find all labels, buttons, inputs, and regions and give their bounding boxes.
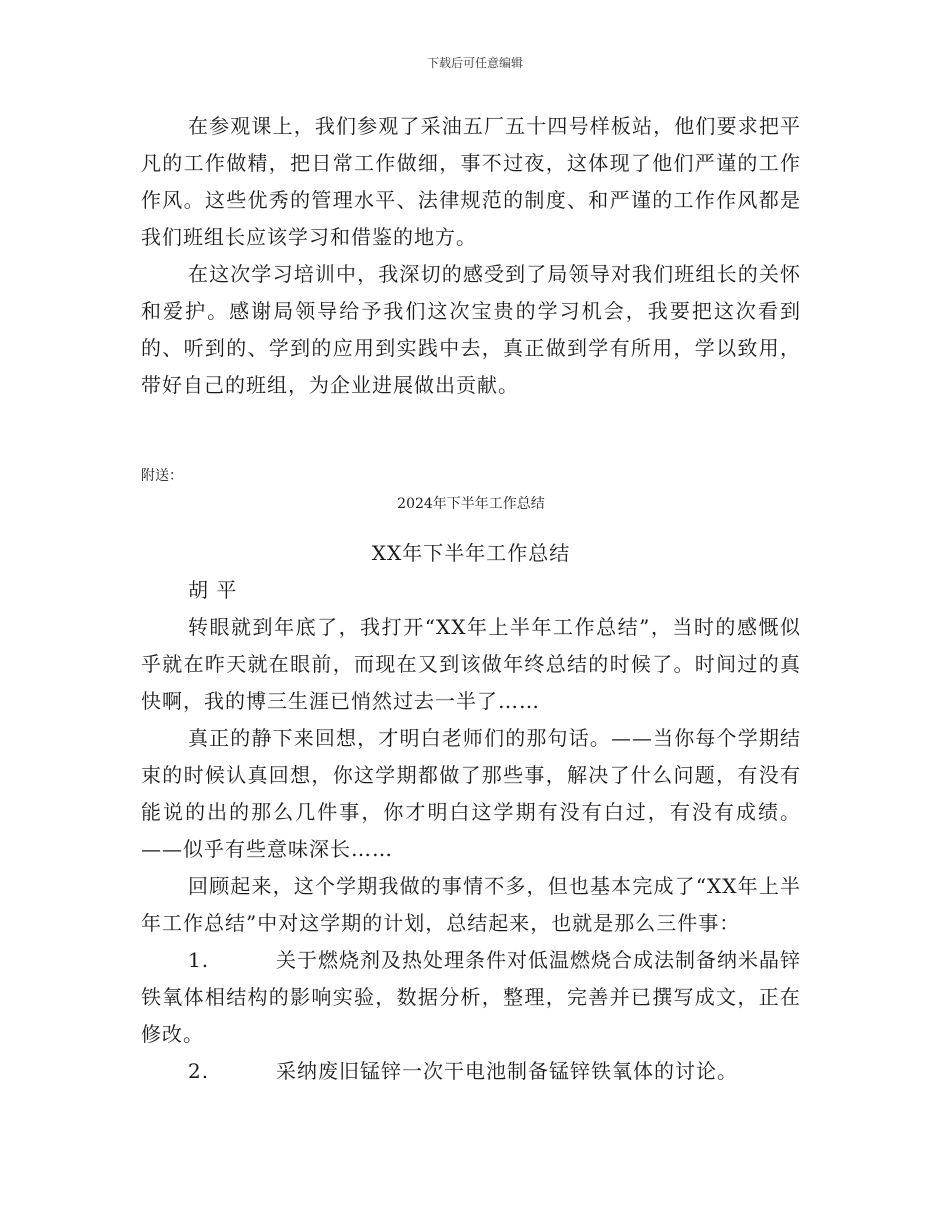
attachment-doc-title: 2024年下半年工作总结 xyxy=(397,496,545,512)
article-author: 胡 平 xyxy=(188,578,238,602)
section-1 xyxy=(141,108,801,404)
attachment-title-block xyxy=(141,494,801,514)
list-item-text: 采纳废旧锰锌一次干电池制备锰锌铁氧体的讨论。 xyxy=(276,1059,738,1083)
paragraph: 真正的静下来回想，才明白老师们的那句话。——当你每个学期结束的时候认真回想，你这学期都做了那些事，解决了什么问题，有没有能说的出的那么几件事，你才明白这学期有没有白过，有没有成绩。——似乎有些意味深长…… xyxy=(141,726,801,861)
list-item-text: 关于燃烧剂及热处理条件对低温燃烧合成法制备纳米晶锌铁氧体相结构的影响实验，数据分析，整理，完善并已撰写成文，正在修改。 xyxy=(141,948,801,1046)
list-item xyxy=(141,1053,801,1090)
list-item-number: 2. xyxy=(188,1059,210,1083)
list-item-number: 1. xyxy=(188,948,210,972)
paragraph: 在这次学习培训中，我深切的感受到了局领导对我们班组长的关怀和爱护。感谢局领导给予我们这次宝贵的学习机会，我要把这次看到的、听到的、学到的应用到实践中去，真正做到学有所用，学以致用，带好自己的班组，为企业进展做出贡献。 xyxy=(141,262,801,397)
article xyxy=(141,535,801,1090)
paragraph: 回顾起来，这个学期我做的事情不多，但也基本完成了“XX年上半年工作总结”中对这学期的计划，总结起来，也就是那么三件事： xyxy=(141,874,801,935)
attachment-label: 附送： xyxy=(141,468,183,484)
paragraph: 在参观课上，我们参观了采油五厂五十四号样板站，他们要求把平凡的工作做精，把日常工作做细，事不过夜，这体现了他们严谨的工作作风。这些优秀的管理水平、法律规范的制度、和严谨的工作作风都是我们班组长应该学习和借鉴的地方。 xyxy=(141,114,801,249)
page-header: 下载后可任意编辑 xyxy=(426,56,523,70)
list-item xyxy=(141,942,801,1053)
attachment-label-block xyxy=(141,466,801,486)
paragraph: 转眼就到年底了，我打开“XX年上半年工作总结”，当时的感慨似乎就在昨天就在眼前，而现在又到该做年终总结的时候了。时间过的真快啊，我的博三生涯已悄然过去一半了…… xyxy=(141,615,801,713)
article-title: XX年下半年工作总结 xyxy=(371,541,571,565)
